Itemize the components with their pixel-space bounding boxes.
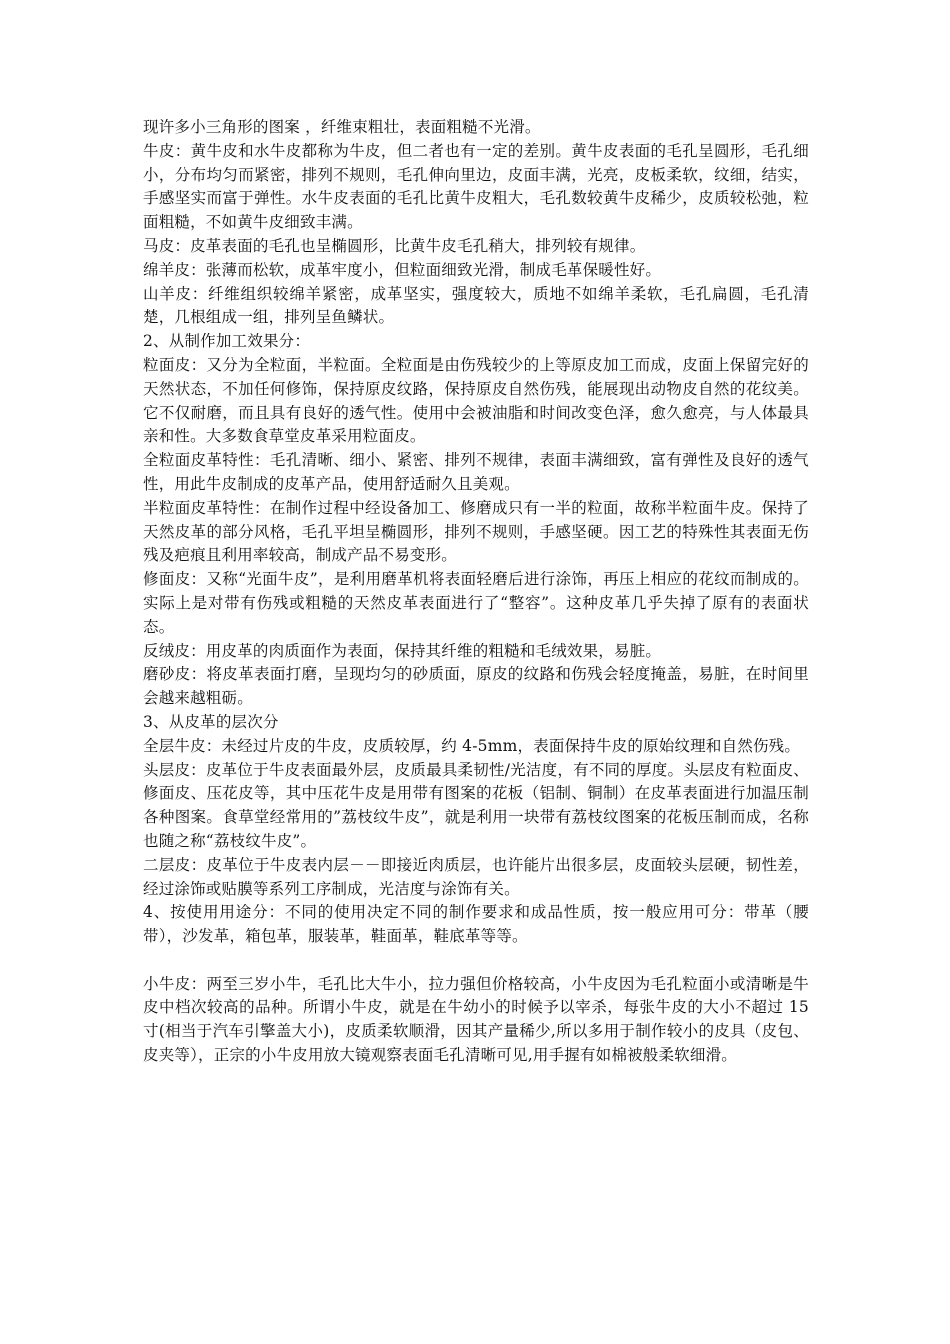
paragraph-corrected-grain: 修面皮：又称“光面牛皮”，是利用磨革机将表面轻磨后进行涂饰，再压上相应的花纹而制成的。实际上是对带有伤残或粗糙的天然皮革表面进行了“整容”。这种皮革几乎失掉了原有的表面状态。 xyxy=(143,570,809,636)
document-body xyxy=(143,116,809,1068)
section-heading-layers: 3、从皮革的层次分 xyxy=(143,712,279,731)
blank-line xyxy=(143,949,809,973)
section-heading-processing: 2、从制作加工效果分： xyxy=(143,332,311,351)
paragraph-horsehide: 马皮：皮革表面的毛孔也呈椭圆形，比黄牛皮毛孔稍大，排列较有规律。 xyxy=(143,236,646,255)
paragraph-triangle-pattern: 现许多小三角形的图案 ，纤维束粗壮，表面粗糙不光滑。 xyxy=(143,118,541,136)
paragraph-grain-leather: 粒面皮：又分为全粒面，半粒面。全粒面是由伤残较少的上等原皮加工而成，皮面上保留完好的天然状态，不加任何修饰，保持原皮纹路，保持原皮自然伤残，能展现出动物皮自然的花纹美。它不仅耐磨，而且具有良好的透气性。使用中会被油脂和时间改变色泽，愈久愈亮，与人体最具亲和性。大多数食草堂皮革采用粒面皮。 xyxy=(143,355,809,446)
paragraph-nubuck: 磨砂皮：将皮革表面打磨，呈现均匀的砂质面，原皮的纹路和伤残会轻度掩盖，易脏，在时间里会越来越粗砺。 xyxy=(143,665,809,708)
paragraph-full-grain: 全粒面皮革特性：毛孔清晰、细小、紧密、排列不规律，表面丰满细致，富有弹性及良好的透气性，用此牛皮制成的皮革产品，使用舒适耐久且美观。 xyxy=(143,451,809,493)
paragraph-second-layer: 二层皮：皮革位于牛皮表内层－－即接近肉质层，也许能片出很多层，皮面较头层硬，韧性差，经过涂饰或贴膜等系列工序制成，光洁度与涂饰有关。 xyxy=(143,855,809,898)
paragraph-cowhide: 牛皮：黄牛皮和水牛皮都称为牛皮，但二者也有一定的差别。黄牛皮表面的毛孔呈圆形，毛孔细小，分布均匀而紧密，排列不规则，毛孔伸向里边，皮面丰满，光亮，皮板柔软，纹细，结实，手感坚实而富于弹性。水牛皮表面的毛孔比黄牛皮粗大，毛孔数较黄牛皮稀少，皮质较松弛，粒面粗糙，不如黄牛皮细致丰满。 xyxy=(143,141,809,232)
paragraph-half-grain: 半粒面皮革特性：在制作过程中经设备加工、修磨成只有一半的粒面，故称半粒面牛皮。保持了天然皮革的部分风格，毛孔平坦呈椭圆形，排列不规则，手感坚硬。因工艺的特殊性其表面无伤残及疤痕且利用率较高，制成产品不易变形。 xyxy=(143,498,809,565)
paragraph-sheepskin: 绵羊皮：张薄而松软，成革牢度小，但粒面细致光滑，制成毛革保暖性好。 xyxy=(143,260,662,279)
section-heading-usage: 4、按使用用途分：不同的使用决定不同的制作要求和成品性质，按一般应用可分：带革（腰带），沙发革，箱包革，服装革，鞋面革，鞋底革等等。 xyxy=(143,903,809,946)
paragraph-goatskin: 山羊皮：纤维组织较绵羊紧密，成革坚实，强度较大，质地不如绵羊柔软，毛孔扁圆，毛孔清楚，几根组成一组，排列呈鱼鳞状。 xyxy=(143,284,809,327)
paragraph-suede: 反绒皮：用皮革的肉质面作为表面，保持其纤维的粗糙和毛绒效果，易脏。 xyxy=(143,641,662,660)
paragraph-calfskin: 小牛皮：两至三岁小牛，毛孔比大牛小，拉力强但价格较高，小牛皮因为毛孔粒面小或清晰是牛皮中档次较高的品种。所谓小牛皮，就是在牛幼小的时候予以宰杀，每张牛皮的大小不超过 15 寸(相当于汽车引擎盖大小)，皮质柔软顺滑，因其产量稀少,所以多用于制作较小的皮具（皮包、皮夹等），正宗的小牛皮用放大镜观察表面毛孔清晰可见,用手握有如棉被般柔软细滑。 xyxy=(143,974,809,1065)
paragraph-top-layer: 头层皮：皮革位于牛皮表面最外层，皮质最具柔韧性/光洁度，有不同的厚度。头层皮有粒面皮、修面皮、压花皮等，其中压花牛皮是用带有图案的花板（铝制、铜制）在皮革表面进行加温压制各种图案。食草堂经常用的”荔枝纹牛皮”，就是利用一块带有荔枝纹图案的花板压制而成，名称也随之称“荔枝纹牛皮”。 xyxy=(143,760,809,850)
paragraph-full-layer: 全层牛皮：未经过片皮的牛皮，皮质较厚，约 4-5mm，表面保持牛皮的原始纹理和自然伤残。 xyxy=(143,736,801,755)
